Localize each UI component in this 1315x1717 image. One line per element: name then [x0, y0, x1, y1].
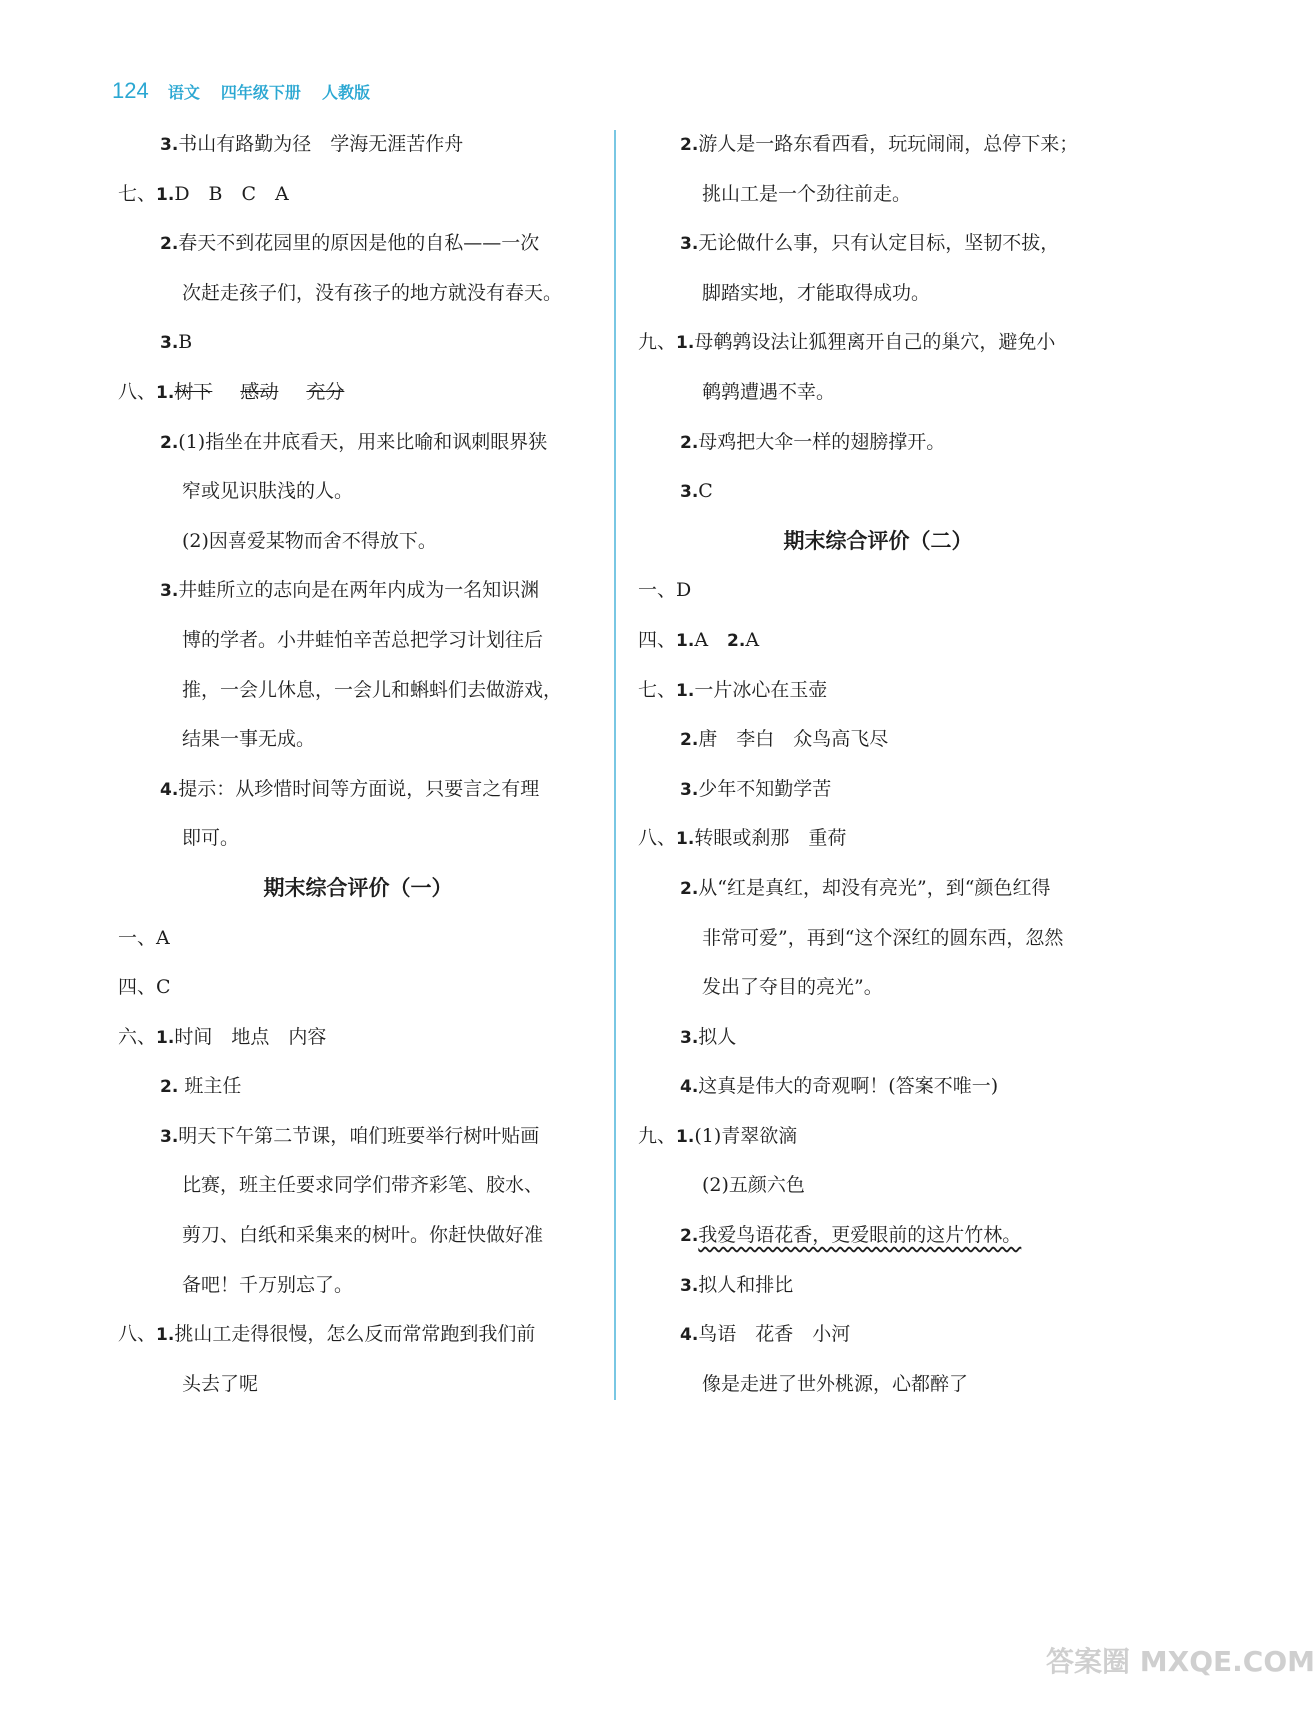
answer-line: [638, 1261, 1118, 1311]
answer-line: [638, 914, 1118, 964]
answer-line: [118, 1161, 598, 1211]
question-number: 1.: [156, 1027, 175, 1048]
answer-line: [118, 1211, 598, 1261]
question-number: 1.: [676, 1126, 695, 1147]
answer-text: 比赛，班主任要求同学们带齐彩笔、胶水、: [182, 1174, 544, 1197]
section-number: 一、: [118, 926, 157, 949]
answer-line: [118, 814, 598, 864]
answer-line: [638, 1062, 1118, 1112]
answer-text: 发出了夺目的亮光”。: [702, 976, 883, 999]
header-grade: 四年级下册: [220, 83, 301, 102]
question-number: 4.: [160, 779, 179, 800]
answer-line: [118, 1261, 598, 1311]
answer-line: [638, 467, 1118, 517]
right-column: [638, 120, 1118, 1409]
answer-text: 转眼或刹那 重荷: [694, 827, 847, 850]
answer-line: [638, 219, 1118, 269]
answer-line: [118, 1112, 598, 1162]
answer-text: 拟人: [698, 1025, 737, 1048]
answer-line: [638, 120, 1118, 170]
struck-word: 充分: [306, 380, 345, 403]
answer-line: [638, 1112, 1118, 1162]
section-number: 六、: [118, 1025, 157, 1048]
answer-line: [118, 1062, 598, 1112]
section-number: 八、: [118, 380, 157, 403]
answer-text: 脚踏实地，才能取得成功。: [702, 281, 931, 304]
answer-text: 母鹌鹑设法让狐狸离开自己的巢穴，避免小: [694, 331, 1056, 354]
answer-text: 鹌鹑遭遇不幸。: [702, 380, 836, 403]
page-number: 124: [112, 78, 149, 103]
column-divider: [614, 130, 616, 1400]
question-number: 1.: [156, 382, 175, 403]
answer-text: D: [676, 579, 692, 602]
question-number: 2.: [160, 1077, 179, 1098]
question-number: 3.: [680, 482, 699, 503]
left-column: [118, 120, 598, 1409]
answer-text: A: [694, 628, 728, 651]
answer-text: 井蛙所立的志向是在两年内成为一名知识渊: [178, 579, 540, 602]
answer-line: [118, 517, 598, 567]
answer-text: (1)指坐在井底看天，用来比喻和讽刺眼界狭: [178, 430, 548, 453]
question-number: 3.: [160, 1126, 179, 1147]
section-number: 一、: [638, 579, 677, 602]
answer-text: 剪刀、白纸和采集来的树叶。你赶快做好准: [182, 1224, 544, 1247]
answer-text: 时间 地点 内容: [174, 1025, 327, 1048]
answer-text: 这真是伟大的奇观啊！(答案不唯一): [698, 1075, 999, 1098]
answer-text: C: [698, 480, 713, 503]
answer-text: 结果一事无成。: [182, 728, 316, 751]
answer-text: 少年不知勤学苦: [698, 777, 832, 800]
question-number: 1.: [676, 829, 695, 850]
answer-text: 像是走进了世外桃源，心都醉了: [702, 1372, 969, 1395]
answer-line: [118, 765, 598, 815]
answer-line: [638, 566, 1118, 616]
question-number: 3.: [680, 234, 699, 255]
struck-word: 感动: [240, 380, 279, 403]
answer-text: 非常可爱”，再到“这个深红的圆东西，忽然: [702, 926, 1064, 949]
page-header: [112, 78, 386, 108]
answer-text: 挑山工是一个劲往前走。: [702, 182, 912, 205]
answer-text: 头去了呢: [182, 1372, 259, 1395]
answer-text: (2)五颜六色: [702, 1174, 805, 1197]
question-number: 1.: [676, 333, 695, 354]
answer-line: [118, 219, 598, 269]
answer-text: A: [156, 926, 170, 949]
section-number: 四、: [118, 976, 157, 999]
answer-line: [638, 269, 1118, 319]
answer-line: [638, 715, 1118, 765]
answer-line: [638, 1211, 1118, 1261]
answer-text: D B C A: [174, 182, 289, 205]
answer-text: 博的学者。小井蛙怕辛苦总把学习计划往后: [182, 628, 544, 651]
answer-text: 窄或见识肤浅的人。: [182, 480, 354, 503]
header-subject: 语文: [167, 83, 200, 102]
watermark-logo: 答案圈 MXQE.COM: [1046, 1645, 1315, 1678]
answer-text: 提示：从珍惜时间等方面说，只要言之有理: [178, 777, 540, 800]
question-number: 3.: [680, 1027, 699, 1048]
answer-text: 鸟语 花香 小河: [698, 1323, 851, 1346]
section-number: 四、: [638, 628, 677, 651]
answer-text: (2)因喜爱某物而舍不得放下。: [182, 529, 437, 552]
answer-line: [118, 170, 598, 220]
question-number: 3.: [680, 1275, 699, 1296]
answer-line: [118, 566, 598, 616]
answer-text: 春天不到花园里的原因是他的自私——一次: [178, 232, 540, 255]
header-edition: 人教版: [322, 83, 371, 102]
struck-word: 树下: [174, 380, 213, 403]
answer-line: [638, 418, 1118, 468]
answer-text: 我爱鸟语花香，更爱眼前的这片竹林。: [698, 1224, 1022, 1247]
question-number: 4.: [680, 1077, 699, 1098]
question-number: 2.: [680, 135, 699, 155]
answer-text: 明天下午第二节课，咱们班要举行树叶贴画: [178, 1124, 540, 1147]
answer-line: [118, 269, 598, 319]
answer-line: [638, 170, 1118, 220]
section-heading: 期末综合评价（一）: [263, 875, 453, 900]
answer-line: [638, 1013, 1118, 1063]
question-number: 2.: [727, 630, 746, 651]
answer-text: 次赶走孩子们，没有孩子的地方就没有春天。: [182, 281, 563, 304]
question-number: 2.: [680, 1226, 699, 1247]
strike-answer-row: [118, 368, 598, 418]
question-number: 3.: [160, 135, 179, 155]
answer-text: 母鸡把大伞一样的翅膀撑开。: [698, 430, 946, 453]
question-number: 2.: [160, 432, 179, 453]
answer-line: [118, 120, 598, 170]
section-number: 七、: [638, 678, 677, 701]
answer-text: A: [745, 628, 760, 651]
answer-text: 推，一会儿休息，一会儿和蝌蚪们去做游戏，: [182, 678, 563, 701]
answer-text: 从“红是真红，却没有亮光”，到“颜色红得: [698, 876, 1051, 899]
answer-line: [118, 1360, 598, 1410]
question-number: 3.: [160, 581, 179, 602]
answer-line: [638, 814, 1118, 864]
question-number: 1.: [156, 1325, 175, 1346]
answer-line: [638, 864, 1118, 914]
answer-line: [118, 418, 598, 468]
answer-text: 拟人和排比: [698, 1273, 794, 1296]
answer-line: [118, 1013, 598, 1063]
answer-text: 游人是一路东看西看，玩玩闹闹，总停下来；: [698, 133, 1079, 155]
answer-line: [638, 765, 1118, 815]
question-number: 3.: [680, 779, 699, 800]
section-heading: 期末综合评价（二）: [783, 528, 973, 553]
question-number: 1.: [676, 680, 695, 701]
question-number: 3.: [160, 333, 179, 354]
answer-line: [638, 963, 1118, 1013]
answer-line: [118, 666, 598, 716]
answer-text: C: [156, 976, 171, 999]
question-number: 2.: [680, 730, 699, 751]
answer-text: 挑山工走得很慢，怎么反而常常跑到我们前: [174, 1323, 536, 1346]
question-number: 4.: [680, 1325, 699, 1346]
answer-text: 唐 李白 众鸟高飞尽: [698, 728, 889, 751]
answer-line: [118, 467, 598, 517]
section-number: 八、: [118, 1323, 157, 1346]
answer-line: [638, 368, 1118, 418]
section-number: 八、: [638, 827, 677, 850]
section-number: 七、: [118, 182, 157, 205]
answer-text: 班主任: [178, 1075, 242, 1098]
question-number: 2.: [680, 878, 699, 899]
answer-line: [638, 1310, 1118, 1360]
answer-line: [638, 318, 1118, 368]
answer-line: [638, 666, 1118, 716]
answer-text: 无论做什么事，只有认定目标，坚韧不拔，: [698, 232, 1060, 255]
answer-line: [118, 318, 598, 368]
question-number: 1.: [156, 184, 175, 205]
answer-text: 一片冰心在玉壶: [694, 678, 828, 701]
section-number: 九、: [638, 331, 677, 354]
question-number: 2.: [680, 432, 699, 453]
answer-line: [638, 1161, 1118, 1211]
answer-text: 即可。: [182, 827, 240, 850]
answer-text: (1)青翠欲滴: [694, 1124, 798, 1147]
section-number: 九、: [638, 1124, 677, 1147]
answer-line: [118, 1310, 598, 1360]
answer-line: [638, 616, 1118, 666]
answer-line: [118, 914, 598, 964]
answer-line: [118, 963, 598, 1013]
question-number: 1.: [676, 630, 695, 651]
answer-text: 书山有路勤为径 学海无涯苦作舟: [178, 133, 464, 155]
answer-line: [118, 715, 598, 765]
question-number: 2.: [160, 234, 179, 255]
answer-text: 备吧！千万别忘了。: [182, 1273, 354, 1296]
answer-line: [638, 1360, 1118, 1410]
answer-line: [118, 616, 598, 666]
answer-text: B: [178, 331, 193, 354]
